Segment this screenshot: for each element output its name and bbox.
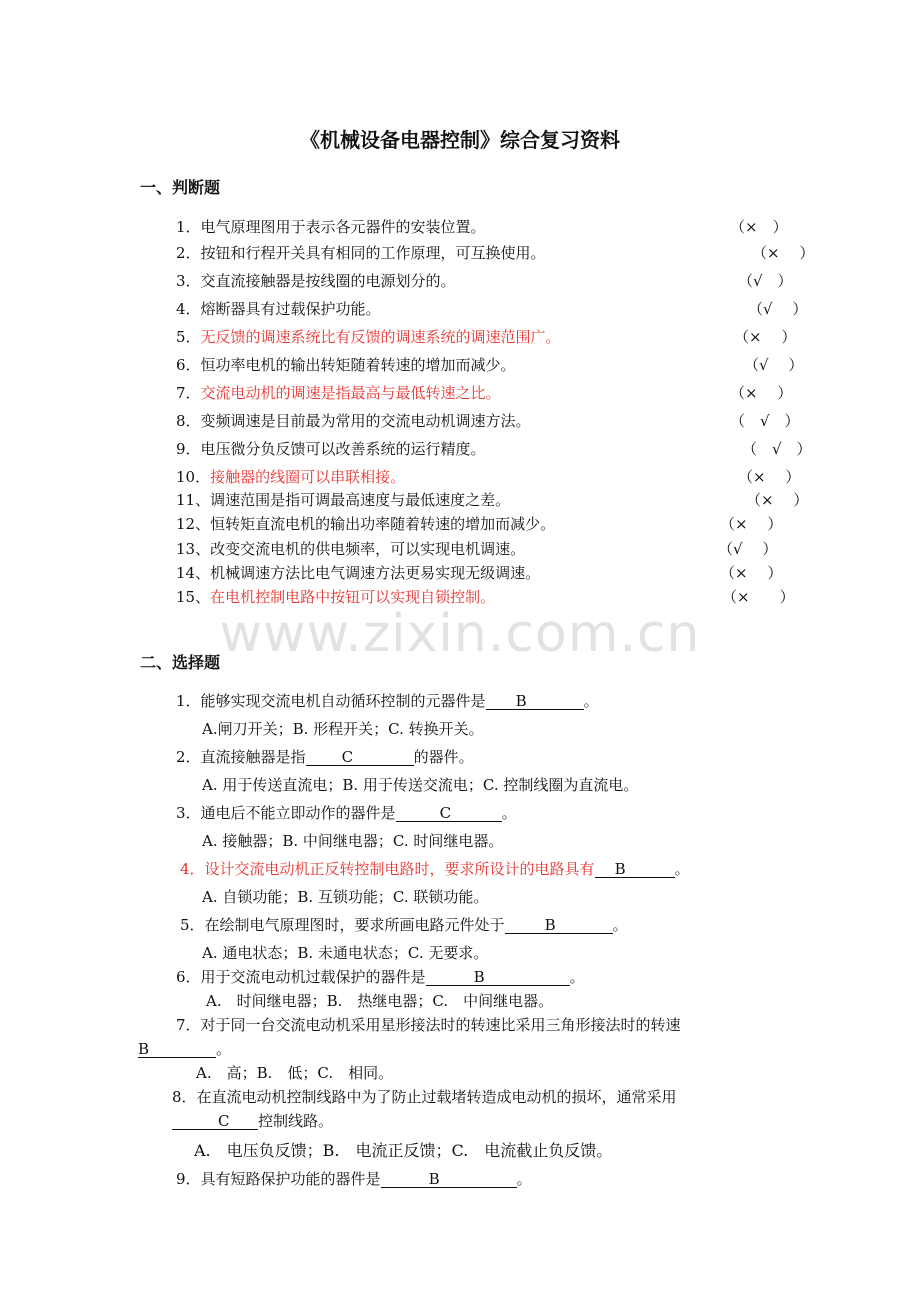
tf-answer: （ √ ） bbox=[730, 412, 800, 430]
tf-text: 恒功率电机的输出转矩随着转速的增加而减少。 bbox=[200, 356, 516, 374]
answer-blank: C bbox=[172, 1113, 258, 1130]
tf-number: 12、 bbox=[176, 515, 211, 533]
tf-item bbox=[176, 489, 816, 511]
tf-statement bbox=[176, 410, 531, 431]
tf-item bbox=[176, 382, 816, 404]
tf-text: 电压微分负反馈可以改善系统的运行精度。 bbox=[200, 440, 486, 458]
mc-question-7-continued: B 。 bbox=[138, 1040, 232, 1058]
tf-number: 8． bbox=[176, 412, 201, 430]
tf-item bbox=[176, 466, 816, 488]
mc-question-4: 4．设计交流电动机正反转控制电路时，要求所设计的电路具有 B 。 bbox=[180, 860, 690, 878]
tf-item bbox=[176, 270, 816, 292]
mc-options-1: A.闸刀开关；B. 形程开关；C. 转换开关。 bbox=[202, 720, 484, 738]
tf-text: 在电机控制电路中按钮可以实现自锁控制。 bbox=[210, 588, 496, 606]
tf-statement bbox=[176, 562, 540, 583]
tf-text: 熔断器具有过载保护功能。 bbox=[200, 300, 381, 318]
tf-statement bbox=[176, 298, 381, 319]
tf-statement bbox=[176, 216, 486, 237]
tf-statement bbox=[176, 326, 561, 347]
section-heading-true-false: 一、判断题 bbox=[140, 178, 221, 197]
mc-question-8: 8．在直流电动机控制线路中为了防止过载堵转造成电动机的损坏，通常采用 bbox=[172, 1088, 677, 1106]
tf-item bbox=[176, 326, 816, 348]
tf-number: 1． bbox=[176, 218, 201, 236]
mc-question-7: 7．对于同一台交流电动机采用星形接法时的转速比采用三角形接法时的转速 bbox=[176, 1016, 681, 1034]
tf-item bbox=[176, 216, 816, 238]
answer-blank: B bbox=[595, 861, 675, 878]
tf-answer: （× ） bbox=[746, 491, 809, 509]
mc-options-4: A. 自锁功能；B. 互锁功能；C. 联锁功能。 bbox=[202, 888, 489, 906]
mc-question-8-continued: C 控制线路。 bbox=[172, 1110, 333, 1131]
tf-text: 机械调速方法比电气调速方法更易实现无级调速。 bbox=[210, 564, 541, 582]
tf-number: 11、 bbox=[176, 491, 211, 509]
answer-blank: C bbox=[396, 805, 502, 822]
tf-statement bbox=[176, 354, 516, 375]
document-title: 《机械设备电器控制》综合复习资料 bbox=[300, 128, 620, 152]
answer-blank: C bbox=[306, 749, 414, 766]
tf-number: 10． bbox=[176, 468, 211, 486]
tf-text: 调速范围是指可调最高速度与最低速度之差。 bbox=[210, 491, 511, 509]
mc-options-6: A. 时间继电器；B. 热继电器；C. 中间继电器。 bbox=[206, 992, 554, 1010]
section-heading-multiple-choice: 二、选择题 bbox=[140, 653, 221, 672]
tf-statement bbox=[176, 538, 525, 559]
mc-question-6: 6．用于交流电动机过载保护的器件是 B 。 bbox=[176, 968, 585, 986]
mc-question-1: 1．能够实现交流电机自动循环控制的元器件是 B 。 bbox=[176, 692, 599, 710]
tf-statement bbox=[176, 489, 510, 510]
watermark: www.zixin.com.cn bbox=[219, 604, 701, 664]
tf-item bbox=[176, 438, 816, 460]
tf-answer: （× ） bbox=[730, 384, 793, 402]
tf-item bbox=[176, 538, 816, 560]
tf-text: 接触器的线圈可以串联相接。 bbox=[210, 468, 406, 486]
tf-answer: （× ） bbox=[722, 588, 795, 606]
tf-text: 变频调速是目前最为常用的交流电动机调速方法。 bbox=[200, 412, 531, 430]
tf-statement bbox=[176, 438, 486, 459]
tf-text: 无反馈的调速系统比有反馈的调速系统的调速范围广。 bbox=[200, 328, 561, 346]
answer-blank: B bbox=[138, 1041, 216, 1058]
tf-answer: （× ） bbox=[738, 468, 801, 486]
tf-text: 交直流接触器是按线圈的电源划分的。 bbox=[200, 272, 456, 290]
tf-number: 13、 bbox=[176, 540, 211, 558]
tf-item bbox=[176, 354, 816, 376]
tf-number: 9． bbox=[176, 440, 201, 458]
mc-question-3: 3．通电后不能立即动作的器件是 C 。 bbox=[176, 804, 517, 822]
mc-options-5: A. 通电状态；B. 未通电状态；C. 无要求。 bbox=[202, 944, 489, 962]
mc-options-3: A. 接触器；B. 中间继电器；C. 时间继电器。 bbox=[202, 832, 504, 850]
mc-question-5: 5．在绘制电气原理图时，要求所画电路元件处于 B 。 bbox=[180, 916, 628, 934]
tf-number: 7． bbox=[176, 384, 201, 402]
tf-text: 电气原理图用于表示各元器件的安装位置。 bbox=[200, 218, 486, 236]
tf-item bbox=[176, 562, 816, 584]
answer-blank: B bbox=[426, 969, 570, 986]
tf-text: 按钮和行程开关具有相同的工作原理，可互换使用。 bbox=[200, 244, 546, 262]
tf-number: 15、 bbox=[176, 588, 211, 606]
answer-blank: B bbox=[505, 917, 613, 934]
tf-number: 2． bbox=[176, 244, 201, 262]
tf-text: 改变交流电机的供电频率，可以实现电机调速。 bbox=[210, 540, 526, 558]
tf-answer: （× ） bbox=[720, 515, 783, 533]
tf-item bbox=[176, 298, 816, 320]
answer-blank: B bbox=[486, 693, 584, 710]
tf-answer: （√ ） bbox=[744, 356, 804, 374]
tf-number: 14、 bbox=[176, 564, 211, 582]
tf-number: 4． bbox=[176, 300, 201, 318]
tf-answer: （× ） bbox=[752, 244, 815, 262]
tf-statement bbox=[176, 513, 555, 534]
tf-number: 3． bbox=[176, 272, 201, 290]
tf-statement bbox=[176, 270, 456, 291]
tf-answer: （× ） bbox=[720, 564, 783, 582]
tf-answer: （√ ） bbox=[738, 272, 793, 290]
mc-question-2: 2．直流接触器是指 C 的器件。 bbox=[176, 748, 474, 766]
tf-item bbox=[176, 513, 816, 535]
tf-answer: （× ） bbox=[734, 328, 797, 346]
tf-text: 交流电动机的调速是指最高与最低转速之比。 bbox=[200, 384, 501, 402]
mc-question-9: 9．具有短路保护功能的器件是 B 。 bbox=[176, 1170, 532, 1188]
mc-options-8: A. 电压负反馈；B. 电流正反馈；C. 电流截止负反馈。 bbox=[194, 1141, 613, 1160]
tf-answer: （× ） bbox=[730, 218, 788, 236]
tf-answer: （ √ ） bbox=[742, 440, 812, 458]
tf-number: 6． bbox=[176, 356, 201, 374]
tf-item bbox=[176, 410, 816, 432]
answer-blank: B bbox=[381, 1171, 517, 1188]
tf-answer: （√ ） bbox=[748, 300, 808, 318]
tf-statement bbox=[176, 242, 546, 263]
tf-number: 5． bbox=[176, 328, 201, 346]
mc-options-2: A. 用于传送直流电；B. 用于传送交流电；C. 控制线圈为直流电。 bbox=[202, 776, 639, 794]
mc-options-7: A. 高；B. 低；C. 相同。 bbox=[196, 1064, 394, 1082]
tf-item bbox=[176, 242, 816, 264]
tf-text: 恒转矩直流电机的输出功率随着转速的增加而减少。 bbox=[210, 515, 556, 533]
tf-statement bbox=[176, 382, 501, 403]
tf-answer: （√ ） bbox=[718, 540, 778, 558]
tf-statement bbox=[176, 466, 405, 487]
